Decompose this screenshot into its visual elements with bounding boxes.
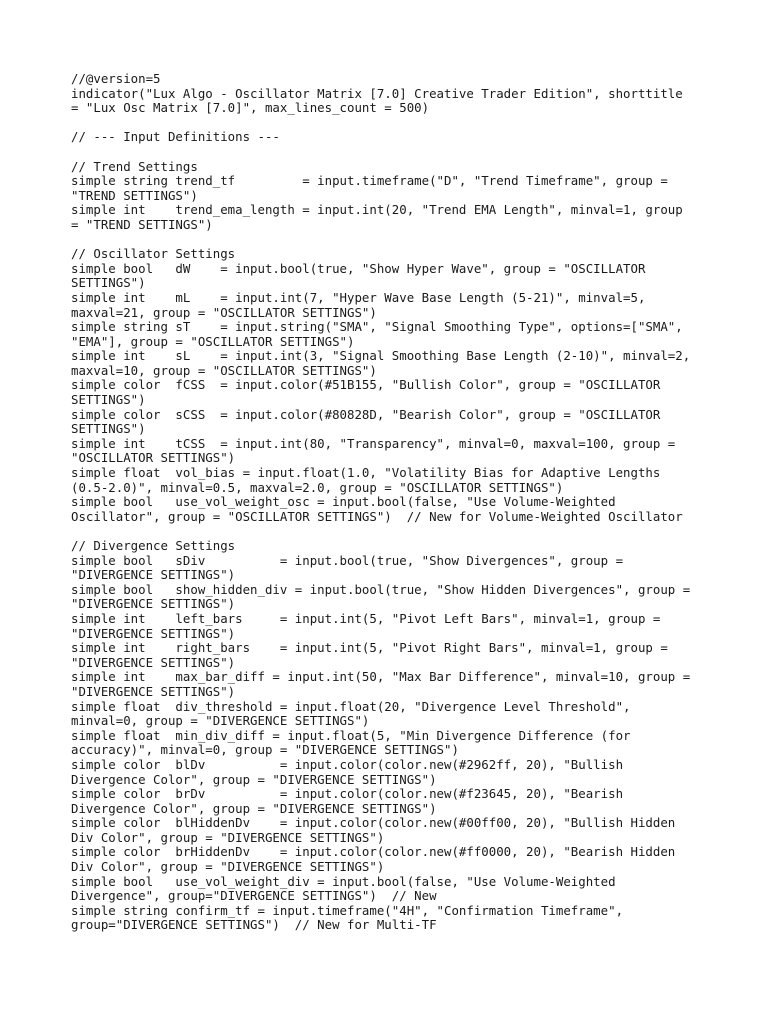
code-line: simple string trend_tf = input.timeframe("D", "Trend Timeframe", group =: [71, 173, 668, 189]
code-line: maxval=21, group = "OSCILLATOR SETTINGS"): [71, 304, 377, 320]
code-line: simple bool dW = input.bool(true, "Show Hyper Wave", group = "OSCILLATOR: [71, 260, 646, 276]
code-line: group="DIVERGENCE SETTINGS") // New for Multi-TF: [71, 917, 437, 933]
code-line: minval=0, group = "DIVERGENCE SETTINGS"): [71, 713, 370, 729]
code-line: simple int mL = input.int(7, "Hyper Wave Base Length (5-21)", minval=5,: [71, 289, 646, 305]
code-line: Div Color", group = "DIVERGENCE SETTINGS"): [71, 859, 385, 875]
code-line: [71, 116, 731, 131]
code-line: simple bool use_vol_weight_osc = input.bool(false, "Use Volume-Weighted: [71, 494, 616, 510]
code-line: "DIVERGENCE SETTINGS"): [71, 654, 236, 670]
code-line: // Oscillator Settings: [71, 246, 236, 262]
code-line: maxval=10, group = "OSCILLATOR SETTINGS"): [71, 362, 377, 378]
code-line: simple int max_bar_diff = input.int(50, "Max Bar Difference", minval=10, group =: [71, 669, 691, 685]
code-line: simple color sCSS = input.color(#80828D, "Bearish Color", group = "OSCILLATOR: [71, 406, 661, 422]
document-page: [71, 72, 731, 933]
code-line: simple int trend_ema_length = input.int(20, "Trend EMA Length", minval=1, group: [71, 202, 683, 218]
code-line: "DIVERGENCE SETTINGS"): [71, 683, 236, 699]
code-line: simple color brHiddenDv = input.color(color.new(#ff0000, 20), "Bearish Hidden: [71, 844, 676, 860]
code-line: simple float div_threshold = input.float(20, "Divergence Level Threshold",: [71, 698, 631, 714]
code-line: [71, 145, 731, 160]
code-line: simple int tCSS = input.int(80, "Transparency", minval=0, maxval=100, group =: [71, 435, 676, 451]
code-line: "TREND SETTINGS"): [71, 187, 198, 203]
code-line: Oscillator", group = "OSCILLATOR SETTINGS") // New for Volume-Weighted Oscillator: [71, 508, 683, 524]
code-line: // Trend Settings: [71, 158, 198, 174]
code-line: indicator("Lux Algo - Oscillator Matrix [7.0] Creative Trader Edition", shorttitle: [71, 85, 683, 101]
code-line: Divergence Color", group = "DIVERGENCE SETTINGS"): [71, 771, 437, 787]
code-line: "DIVERGENCE SETTINGS"): [71, 596, 236, 612]
code-line: simple float min_div_diff = input.float(5, "Min Divergence Difference (for: [71, 727, 631, 743]
code-line: simple string sT = input.string("SMA", "Signal Smoothing Type", options=["SMA",: [71, 319, 683, 335]
code-line: //@version=5: [71, 71, 161, 86]
code-line: [71, 233, 731, 248]
code-line: (0.5-2.0)", minval=0.5, maxval=2.0, group = "OSCILLATOR SETTINGS"): [71, 479, 564, 495]
code-line: "EMA"], group = "OSCILLATOR SETTINGS"): [71, 333, 355, 349]
code-line: "DIVERGENCE SETTINGS"): [71, 625, 236, 641]
code-line: // --- Input Definitions ---: [71, 129, 280, 145]
code-line: = "Lux Osc Matrix [7.0]", max_lines_count = 500): [71, 100, 430, 116]
code-line: SETTINGS"): [71, 275, 146, 291]
code-line: accuracy)", minval=0, group = "DIVERGENCE SETTINGS"): [71, 742, 459, 758]
code-line: simple color blHiddenDv = input.color(color.new(#00ff00, 20), "Bullish Hidden: [71, 815, 676, 831]
code-line: [71, 524, 731, 539]
code-line: SETTINGS"): [71, 421, 146, 437]
code-line: simple bool use_vol_weight_div = input.bool(false, "Use Volume-Weighted: [71, 873, 616, 889]
code-line: simple color blDv = input.color(color.new(#2962ff, 20), "Bullish: [71, 756, 624, 772]
code-block: [71, 72, 731, 933]
code-line: simple int sL = input.int(3, "Signal Smoothing Base Length (2-10)", minval=2,: [71, 348, 691, 364]
code-line: simple bool show_hidden_div = input.bool(true, "Show Hidden Divergences", group =: [71, 581, 691, 597]
code-line: SETTINGS"): [71, 392, 146, 408]
code-line: simple bool sDiv = input.bool(true, "Show Divergences", group =: [71, 552, 624, 568]
code-line: Div Color", group = "DIVERGENCE SETTINGS"): [71, 829, 385, 845]
code-line: = "TREND SETTINGS"): [71, 216, 213, 232]
code-line: "OSCILLATOR SETTINGS"): [71, 450, 236, 466]
code-line: // Divergence Settings: [71, 538, 236, 553]
code-line: simple int left_bars = input.int(5, "Pivot Left Bars", minval=1, group =: [71, 610, 661, 626]
code-line: simple string confirm_tf = input.timeframe("4H", "Confirmation Timeframe",: [71, 902, 624, 918]
code-line: Divergence", group="DIVERGENCE SETTINGS") // New: [71, 888, 437, 904]
code-line: "DIVERGENCE SETTINGS"): [71, 567, 236, 583]
code-line: Divergence Color", group = "DIVERGENCE SETTINGS"): [71, 800, 437, 816]
code-line: simple float vol_bias = input.float(1.0, "Volatility Bias for Adaptive Lengths: [71, 465, 661, 481]
code-line: simple int right_bars = input.int(5, "Pivot Right Bars", minval=1, group =: [71, 640, 668, 656]
code-line: simple color fCSS = input.color(#51B155, "Bullish Color", group = "OSCILLATOR: [71, 377, 661, 393]
code-line: simple color brDv = input.color(color.new(#f23645, 20), "Bearish: [71, 786, 624, 802]
